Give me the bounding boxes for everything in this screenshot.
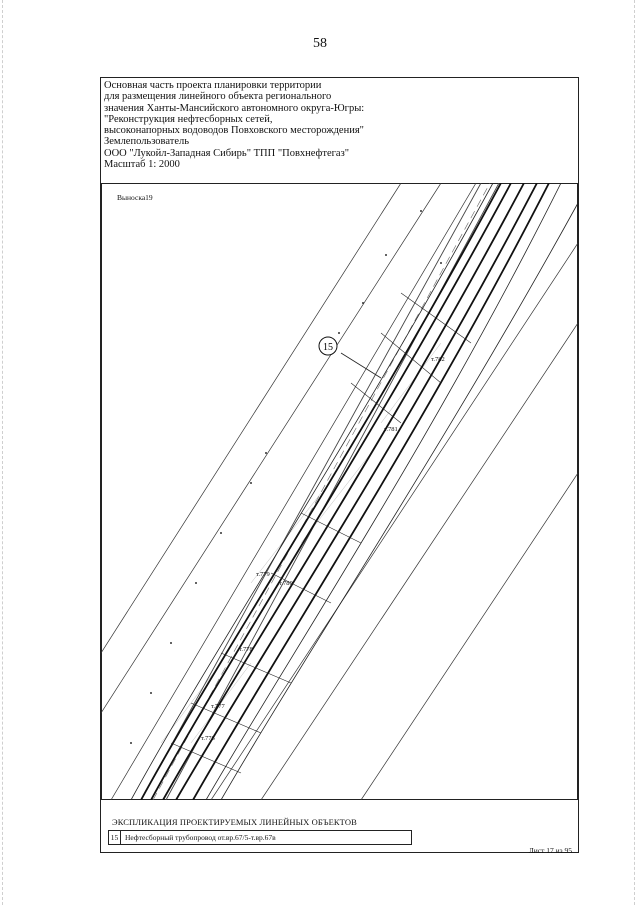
header-line: Землепользователь [104, 136, 190, 148]
corridor-lines [131, 183, 578, 800]
point-label: т.776 [201, 735, 215, 742]
header-line: значения Ханты-Мансийского автономного округа-Югры: [104, 102, 365, 114]
point-label: т.780 [279, 580, 293, 587]
header-line: Основная часть проекта планировки территории [104, 80, 322, 91]
survey-dots [130, 210, 442, 744]
header-line: Масштаб 1: 2000 [104, 159, 180, 171]
legend-row [108, 830, 412, 845]
explication-title: ЭКСПЛИКАЦИЯ ПРОЕКТИРУЕМЫХ ЛИНЕЙНЫХ ОБЪЕКТОВ [112, 817, 357, 827]
header-line: высоконапорных водоводов Повховского месторождения" [104, 125, 364, 137]
cross-hatch [171, 293, 471, 773]
inset-label: Выноска19 [117, 193, 153, 202]
terrain-hatching [161, 343, 441, 743]
marker-leader [341, 353, 381, 378]
map-drawing [101, 183, 578, 800]
sheet-label: Лист 17 из 95 [528, 846, 572, 855]
header-line: для размещения линейного объекта регионального [104, 91, 332, 103]
object-marker-label: 15 [323, 342, 333, 353]
map-border [102, 184, 578, 800]
point-label: т.782 [431, 356, 445, 363]
point-label: т.779 [256, 571, 270, 578]
right-scan-edge [634, 0, 637, 905]
point-label: т.778 [239, 646, 253, 653]
boundary-lines [101, 183, 578, 800]
pipeline-lines [141, 183, 549, 800]
legend-number: 15 [109, 831, 121, 844]
header-line: ООО "Лукойл-Западная Сибирь" ТПП "Повхнефтегаз" [104, 147, 350, 159]
point-label: т.777 [211, 703, 225, 710]
map-area [101, 183, 578, 800]
page-number: 58 [313, 36, 327, 51]
header-line: "Реконструкция нефтесборных сетей, [104, 113, 273, 125]
left-scan-edge [2, 0, 5, 905]
legend-text: Нефтесборный трубопровод от.вр.67/5-т.вр.67в [125, 833, 276, 842]
header-block [104, 80, 424, 170]
point-label: т.781 [384, 426, 398, 433]
